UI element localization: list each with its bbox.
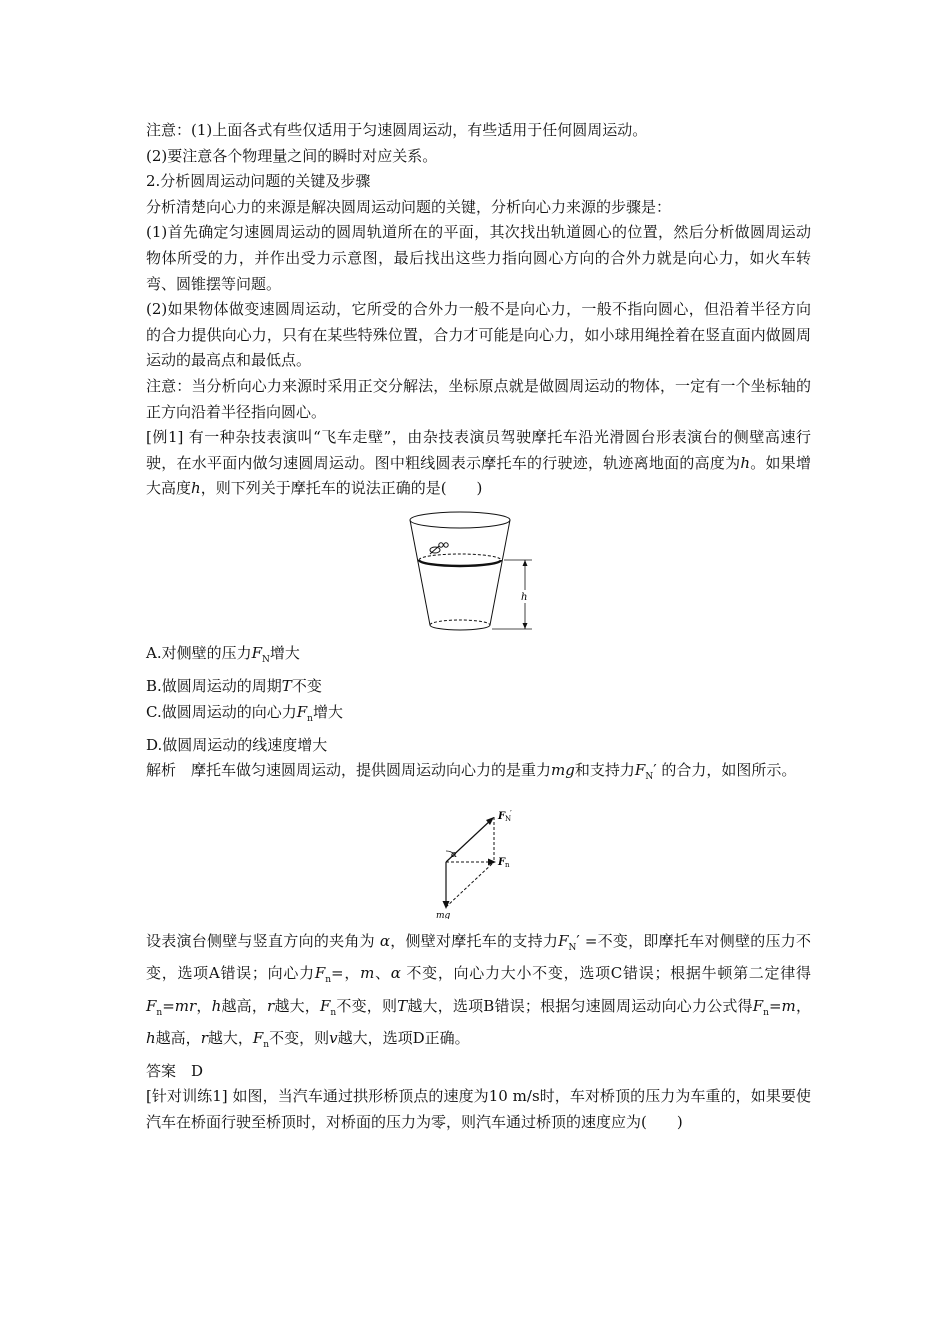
option-b: B.做圆周运动的周期T不变 [146,676,322,695]
analysis-label: 解析 [146,760,177,779]
section-intro: 分析清楚向心力的来源是解决圆周运动问题的关键，分析向心力来源的步骤是： [146,197,672,216]
height-label: h [521,591,528,603]
answer-label: 答案 [146,1061,177,1080]
answer-value: D [191,1061,204,1080]
option-a: A.对侧壁的压力$F_N$增大 [146,643,300,665]
analysis-paragraph-2: 设表演台侧壁与竖直方向的夹角为 α，侧壁对摩托车的支持力$F_N'$ =不变，即摩托车对侧壁的压力不变，选项A错误；向心力$F_n=$，m、α 不变，向心力大小不变，选项C错误；根据牛顿第二定律得$F_n=mr$，h越高，r越大，$F_n$不变，则T越大，选项B错误；根据匀速圆周运动向心力公式得$F_n=m$，h越高，r越大，$F_n$不变，则v越大，选项D正确。 [146,931,811,1051]
answer-line [146,1059,811,1085]
cone-stage-figure [408,510,532,634]
svg-text:N: N [505,814,512,823]
training-1-question: [针对训练1] 如图，当汽车通过拱形桥顶点的速度为10 m/s时，车对桥顶的压力为车重的，如果要使汽车在桥面行驶至桥顶时，对桥面的压力为零，则汽车通过桥顶的速度应为( ) [146,1087,811,1132]
svg-text:n: n [505,860,510,869]
fn-prime-label: F [498,810,506,822]
orthogonal-note: 注意：当分析向心力来源时采用正交分解法，坐标原点就是做圆周运动的物体，一定有一个坐标轴的正方向沿着半径指向圆心。 [146,376,811,421]
training-tag: [针对训练1] [146,1087,228,1106]
motorcycle-icon [430,543,448,554]
analysis-paragraph-1: 解析 摩托车做匀速圆周运动，提供圆周运动向心力的是重力mg和支持力$F_N'$ 的合力，如图所示。 [146,760,797,782]
svg-text:′: ′ [510,808,512,818]
option-d: D.做圆周运动的线速度增大 [146,735,328,754]
note-line-1: 注意：(1)上面各式有些仅适用于匀速圆周运动，有些适用于任何圆周运动。 [146,121,648,139]
option-c: C.做圆周运动的向心力$F_n$增大 [146,702,343,724]
alpha-label: α [451,849,458,860]
example-tag: [例1] [146,428,184,447]
fn-label: F [498,856,506,868]
document-page [146,118,811,1136]
step-1-paragraph: (1)首先确定匀速圆周运动的圆周轨道所在的平面，其次找出轨道圆心的位置，然后分析做圆周运动物体所受的力，并作出受力示意图，最后找出这些力指向圆心方向的合外力就是向心力，如火车转弯、圆锥摆等问题。 [146,223,811,293]
force-diagram-figure [436,807,546,919]
example-1-question: [例1] 有一种杂技表演叫“飞车走壁”，由杂技表演员驾驶摩托车沿光滑圆台形表演台的侧壁高速行驶，在水平面内做匀速圆周运动。图中粗线圆表示摩托车的行驶迹，轨迹离地面的高度为h。如果增大高度h，则下列关于摩托车的说法正确的是( ) [146,428,812,498]
note-line-2: (2)要注意各个物理量之间的瞬时对应关系。 [146,146,438,165]
step-2-paragraph: (2)如果物体做变速圆周运动，它所受的合外力一般不是向心力，一般不指向圆心，但沿着半径方向的合力提供向心力，只有在某些特殊位置，合力才可能是向心力，如小球用绳拴着在竖直面内做圆周运动的最高点和最低点。 [146,300,811,370]
section-heading: 2.分析圆周运动问题的关键及步骤 [146,172,371,191]
mg-label: mg [436,910,451,919]
